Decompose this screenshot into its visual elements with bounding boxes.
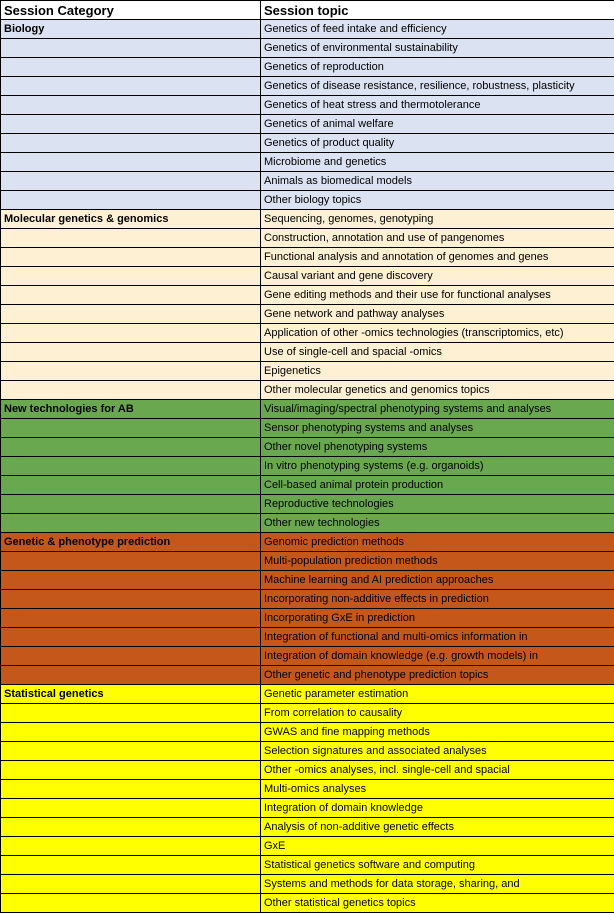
table-row [1,457,614,476]
session-topic-cell: Integration of domain knowledge (e.g. growth models) in [261,647,614,666]
session-topic-cell: Other molecular genetics and genomics topics [261,381,614,400]
session-topic-cell: Microbiome and genetics [261,153,614,172]
table-row [1,761,614,780]
table-row [1,704,614,723]
table-row [1,286,614,305]
table-row [1,20,614,39]
session-topic-cell: Other -omics analyses, incl. single-cell and spacial [261,761,614,780]
table-row [1,248,614,267]
empty-category-cell [1,571,261,590]
session-topic-cell: Use of single-cell and spacial -omics [261,343,614,362]
empty-category-cell [1,609,261,628]
table-row [1,438,614,457]
table-body [1,20,614,913]
session-topic-cell: Incorporating non-additive effects in prediction [261,590,614,609]
session-topic-cell: Causal variant and gene discovery [261,267,614,286]
table-row [1,875,614,894]
empty-category-cell [1,324,261,343]
empty-category-cell [1,286,261,305]
empty-category-cell [1,590,261,609]
session-topic-cell: Construction, annotation and use of pangenomes [261,229,614,248]
session-topic-cell: From correlation to causality [261,704,614,723]
table-row [1,96,614,115]
session-topic-cell: GxE [261,837,614,856]
table-row [1,571,614,590]
empty-category-cell [1,837,261,856]
session-topic-cell: Gene editing methods and their use for functional analyses [261,286,614,305]
session-topic-cell: Integration of functional and multi-omics information in [261,628,614,647]
empty-category-cell [1,248,261,267]
session-category-cell: Molecular genetics & genomics [1,210,261,229]
table-row [1,666,614,685]
empty-category-cell [1,628,261,647]
session-topic-cell: In vitro phenotyping systems (e.g. organoids) [261,457,614,476]
empty-category-cell [1,761,261,780]
table-row [1,533,614,552]
empty-category-cell [1,856,261,875]
session-topic-cell: Animals as biomedical models [261,172,614,191]
empty-category-cell [1,723,261,742]
session-category-cell: Biology [1,20,261,39]
session-topic-cell: Sensor phenotyping systems and analyses [261,419,614,438]
table-row [1,742,614,761]
session-topic-cell: Genetics of product quality [261,134,614,153]
table-row [1,191,614,210]
table-row [1,39,614,58]
empty-category-cell [1,704,261,723]
table-row [1,134,614,153]
table-row [1,362,614,381]
empty-category-cell [1,172,261,191]
empty-category-cell [1,362,261,381]
table-row [1,305,614,324]
table-row [1,780,614,799]
empty-category-cell [1,229,261,248]
table-row [1,856,614,875]
table-row [1,324,614,343]
table-row [1,685,614,704]
table-row [1,400,614,419]
session-topic-cell: Other new technologies [261,514,614,533]
empty-category-cell [1,438,261,457]
session-topic-cell: Reproductive technologies [261,495,614,514]
session-topic-cell: Functional analysis and annotation of genomes and genes [261,248,614,267]
empty-category-cell [1,419,261,438]
session-topic-cell: Multi-omics analyses [261,780,614,799]
session-topic-cell: GWAS and fine mapping methods [261,723,614,742]
table-row [1,343,614,362]
session-topic-cell: Genetics of feed intake and efficiency [261,20,614,39]
empty-category-cell [1,818,261,837]
session-topic-cell: Analysis of non-additive genetic effects [261,818,614,837]
empty-category-cell [1,514,261,533]
table-row [1,172,614,191]
empty-category-cell [1,894,261,913]
empty-category-cell [1,666,261,685]
empty-category-cell [1,267,261,286]
table-row [1,647,614,666]
table-row [1,894,614,913]
session-topic-cell: Cell-based animal protein production [261,476,614,495]
empty-category-cell [1,742,261,761]
empty-category-cell [1,875,261,894]
session-topic-cell: Genetics of heat stress and thermotolerance [261,96,614,115]
table-row [1,552,614,571]
empty-category-cell [1,77,261,96]
table-row [1,799,614,818]
empty-category-cell [1,134,261,153]
session-topic-cell: Genetics of disease resistance, resilience, robustness, plasticity [261,77,614,96]
table-row [1,115,614,134]
empty-category-cell [1,115,261,134]
empty-category-cell [1,305,261,324]
empty-category-cell [1,381,261,400]
session-category-cell: New technologies for AB [1,400,261,419]
session-topic-cell: Selection signatures and associated analyses [261,742,614,761]
table-row [1,58,614,77]
session-topic-cell: Visual/imaging/spectral phenotyping systems and analyses [261,400,614,419]
session-topic-cell: Gene network and pathway analyses [261,305,614,324]
empty-category-cell [1,58,261,77]
table-row [1,77,614,96]
empty-category-cell [1,799,261,818]
table-row [1,837,614,856]
empty-category-cell [1,39,261,58]
empty-category-cell [1,96,261,115]
session-topic-cell: Genetics of reproduction [261,58,614,77]
session-topic-cell: Genetics of animal welfare [261,115,614,134]
empty-category-cell [1,457,261,476]
table-row [1,818,614,837]
table-row [1,495,614,514]
session-topic-cell: Multi-population prediction methods [261,552,614,571]
session-topic-cell: Other genetic and phenotype prediction topics [261,666,614,685]
header-session-category: Session Category [1,1,261,20]
empty-category-cell [1,552,261,571]
table-row [1,210,614,229]
session-topic-cell: Epigenetics [261,362,614,381]
session-category-cell: Genetic & phenotype prediction [1,533,261,552]
session-topic-cell: Other biology topics [261,191,614,210]
table-row [1,267,614,286]
empty-category-cell [1,647,261,666]
header-row [1,1,614,20]
session-topic-cell: Machine learning and AI prediction approaches [261,571,614,590]
table-row [1,153,614,172]
session-topic-cell: Sequencing, genomes, genotyping [261,210,614,229]
session-topic-cell: Application of other -omics technologies (transcriptomics, etc) [261,324,614,343]
empty-category-cell [1,780,261,799]
table-row [1,419,614,438]
table-row [1,723,614,742]
header-session-topic: Session topic [261,1,614,20]
table-row [1,514,614,533]
empty-category-cell [1,495,261,514]
table-row [1,628,614,647]
session-topic-cell: Integration of domain knowledge [261,799,614,818]
session-topic-cell: Statistical genetics software and computing [261,856,614,875]
session-topic-cell: Other statistical genetics topics [261,894,614,913]
session-category-cell: Statistical genetics [1,685,261,704]
table-row [1,476,614,495]
session-topic-cell: Other novel phenotyping systems [261,438,614,457]
empty-category-cell [1,153,261,172]
session-topic-cell: Systems and methods for data storage, sharing, and [261,875,614,894]
empty-category-cell [1,343,261,362]
session-topic-cell: Incorporating GxE in prediction [261,609,614,628]
session-topic-cell: Genetic parameter estimation [261,685,614,704]
table-row [1,590,614,609]
table-row [1,229,614,248]
table-row [1,381,614,400]
table-row [1,609,614,628]
empty-category-cell [1,191,261,210]
session-topic-cell: Genetics of environmental sustainability [261,39,614,58]
empty-category-cell [1,476,261,495]
session-topic-cell: Genomic prediction methods [261,533,614,552]
